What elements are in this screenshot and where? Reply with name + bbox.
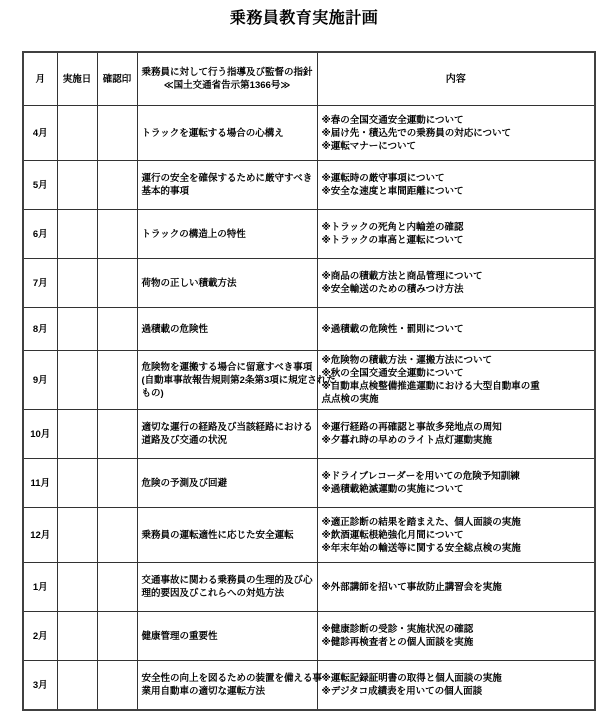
cell-detail bbox=[317, 106, 595, 161]
cell-detail bbox=[317, 508, 595, 563]
cell-detail bbox=[317, 661, 595, 711]
cell-guideline bbox=[137, 106, 317, 161]
table-row bbox=[23, 661, 595, 711]
cell-implementation-date[interactable] bbox=[57, 612, 97, 661]
guideline-line: 過積載の危険性 bbox=[141, 323, 209, 335]
cell-guideline bbox=[137, 661, 323, 711]
detail-line: ※健診再検査者との個人面談を実施 bbox=[321, 637, 474, 648]
guideline-line: 乗務員の運転適性に応じた安全運転 bbox=[141, 529, 294, 541]
detail-line: ※トラックの車高と運転について bbox=[321, 235, 464, 246]
guideline-line: 運行の安全を確保するために厳守すべき bbox=[141, 173, 313, 184]
guideline-line: 荷物の正しい積載方法 bbox=[141, 277, 237, 289]
detail-line: ※飲酒運転根絶強化月間について bbox=[321, 529, 464, 541]
cell-confirmation-stamp[interactable] bbox=[97, 612, 137, 661]
cell-confirmation-stamp[interactable] bbox=[97, 508, 137, 563]
detail-line: ※安全輸送のための積みつけ方法 bbox=[321, 284, 464, 295]
cell-implementation-date[interactable] bbox=[57, 661, 97, 711]
cell-month: 11月 bbox=[23, 459, 57, 508]
detail-line: ※自動車点検整備推進運動における大型自動車の重 bbox=[321, 381, 540, 392]
cell-detail bbox=[317, 563, 595, 612]
guideline-line: 理的要因及びこれらへの対処方法 bbox=[141, 588, 285, 599]
guideline-line: 業用自動車の適切な運転方法 bbox=[141, 686, 266, 697]
document-page bbox=[0, 8, 608, 697]
cell-confirmation-stamp[interactable] bbox=[97, 210, 137, 259]
guideline-line: もの) bbox=[141, 387, 164, 399]
table-row bbox=[23, 106, 595, 161]
detail-line: ※過積載の危険性・罰則について bbox=[321, 323, 464, 335]
cell-guideline bbox=[137, 459, 317, 508]
table-body bbox=[23, 106, 595, 711]
table-row bbox=[23, 161, 595, 210]
column-header-detail: 内容 bbox=[317, 52, 595, 106]
cell-month: 4月 bbox=[23, 106, 57, 161]
cell-confirmation-stamp[interactable] bbox=[97, 661, 137, 711]
cell-implementation-date[interactable] bbox=[57, 410, 97, 459]
table-row bbox=[23, 508, 595, 563]
cell-implementation-date[interactable] bbox=[57, 106, 97, 161]
detail-line: ※デジタコ成績表を用いての個人面談 bbox=[321, 686, 483, 697]
cell-implementation-date[interactable] bbox=[57, 351, 97, 410]
guideline-line: (自動車事故報告規則第2条第3項に規定された bbox=[141, 374, 336, 386]
column-header-implementation-date: 実施日 bbox=[57, 52, 97, 106]
cell-guideline bbox=[137, 210, 317, 259]
cell-confirmation-stamp[interactable] bbox=[97, 563, 137, 612]
cell-implementation-date[interactable] bbox=[57, 308, 97, 351]
table-row bbox=[23, 308, 595, 351]
guideline-line: 基本的事項 bbox=[141, 186, 190, 197]
cell-guideline bbox=[137, 563, 317, 612]
column-header-confirmation-stamp: 確認印 bbox=[97, 52, 137, 106]
table-row bbox=[23, 612, 595, 661]
cell-implementation-date[interactable] bbox=[57, 563, 97, 612]
detail-line: ※商品の積載方法と商品管理について bbox=[321, 271, 483, 282]
cell-guideline bbox=[137, 410, 317, 459]
cell-month: 5月 bbox=[23, 161, 57, 210]
cell-month: 12月 bbox=[23, 508, 57, 563]
cell-detail bbox=[317, 259, 595, 308]
cell-confirmation-stamp[interactable] bbox=[97, 410, 137, 459]
cell-month: 2月 bbox=[23, 612, 57, 661]
detail-line: ※危険物の積載方法・運搬方法について bbox=[321, 355, 493, 366]
cell-guideline bbox=[137, 259, 317, 308]
cell-confirmation-stamp[interactable] bbox=[97, 106, 137, 161]
detail-line: ※春の全国交通安全運動について bbox=[321, 114, 464, 126]
cell-detail bbox=[317, 351, 595, 410]
cell-confirmation-stamp[interactable] bbox=[97, 351, 137, 410]
cell-implementation-date[interactable] bbox=[57, 259, 97, 308]
cell-confirmation-stamp[interactable] bbox=[97, 259, 137, 308]
cell-month: 1月 bbox=[23, 563, 57, 612]
cell-detail bbox=[317, 308, 595, 351]
cell-guideline bbox=[137, 612, 317, 661]
table-row bbox=[23, 259, 595, 308]
detail-line: ※過積載絶滅運動の実施について bbox=[321, 484, 464, 495]
guideline-line: 適切な運行の経路及び当該経路における bbox=[141, 422, 313, 433]
column-header-guideline-line1: 乗務員に対して行う指導及び監督の指針 bbox=[141, 67, 313, 78]
detail-line: ※運行経路の再確認と事故多発地点の周知 bbox=[321, 422, 502, 433]
cell-guideline bbox=[137, 508, 317, 563]
guideline-line: 安全性の向上を図るための装置を備える事 bbox=[141, 673, 323, 684]
table-row bbox=[23, 410, 595, 459]
education-plan-table-wrapper bbox=[22, 51, 594, 711]
detail-line: ※届け先・積込先での乗務員の対応について bbox=[321, 127, 512, 139]
cell-month: 7月 bbox=[23, 259, 57, 308]
cell-detail bbox=[317, 161, 595, 210]
education-plan-table bbox=[22, 51, 596, 711]
table-row bbox=[23, 210, 595, 259]
cell-guideline bbox=[137, 351, 336, 410]
page-title: 乗務員教育実施計画 bbox=[229, 10, 379, 27]
cell-implementation-date[interactable] bbox=[57, 508, 97, 563]
detail-line: ※適正診断の結果を踏まえた、個人面談の実施 bbox=[321, 516, 521, 528]
guideline-line: トラックの構造上の特性 bbox=[141, 228, 246, 240]
detail-line: ※運転マナーについて bbox=[321, 140, 417, 152]
cell-implementation-date[interactable] bbox=[57, 459, 97, 508]
cell-confirmation-stamp[interactable] bbox=[97, 161, 137, 210]
cell-detail bbox=[317, 210, 595, 259]
detail-line: ※外部講師を招いて事故防止講習会を実施 bbox=[321, 581, 502, 593]
detail-line: 点点検の実施 bbox=[321, 394, 379, 405]
detail-line: ※安全な速度と車間距離について bbox=[321, 186, 464, 197]
table-row bbox=[23, 563, 595, 612]
guideline-line: 危険の予測及び回避 bbox=[141, 477, 228, 489]
column-header-month: 月 bbox=[23, 52, 57, 106]
cell-detail bbox=[317, 459, 595, 508]
detail-line: ※運転時の厳守事項について bbox=[321, 173, 445, 184]
guideline-line: 交通事故に関わる乗務員の生理的及び心 bbox=[141, 575, 313, 586]
column-header-guideline-line2: ≪国土交通省告示第1366号≫ bbox=[163, 80, 291, 91]
cell-month: 10月 bbox=[23, 410, 57, 459]
cell-detail bbox=[317, 410, 595, 459]
table-row bbox=[23, 459, 595, 508]
table-row bbox=[23, 351, 595, 410]
cell-guideline bbox=[137, 308, 317, 351]
cell-confirmation-stamp[interactable] bbox=[97, 308, 137, 351]
cell-month: 6月 bbox=[23, 210, 57, 259]
cell-implementation-date[interactable] bbox=[57, 210, 97, 259]
guideline-line: トラックを運転する場合の心構え bbox=[141, 127, 284, 139]
cell-month: 3月 bbox=[23, 661, 57, 711]
table-header-row bbox=[23, 52, 595, 106]
detail-line: ※秋の全国交通安全運動について bbox=[321, 368, 464, 379]
cell-confirmation-stamp[interactable] bbox=[97, 459, 137, 508]
table-header bbox=[23, 52, 595, 106]
cell-month: 8月 bbox=[23, 308, 57, 351]
cell-guideline bbox=[137, 161, 317, 210]
cell-detail bbox=[317, 612, 595, 661]
cell-implementation-date[interactable] bbox=[57, 161, 97, 210]
guideline-line: 道路及び交通の状況 bbox=[141, 435, 228, 446]
cell-month: 9月 bbox=[23, 351, 57, 410]
guideline-line: 危険物を運搬する場合に留意すべき事項 bbox=[141, 361, 313, 373]
detail-line: ※ドライブレコーダーを用いての危険予知訓練 bbox=[321, 471, 520, 482]
guideline-line: 健康管理の重要性 bbox=[141, 630, 218, 642]
detail-line: ※夕暮れ時の早めのライト点灯運動実施 bbox=[321, 435, 492, 446]
detail-line: ※年末年始の輸送等に関する安全総点検の実施 bbox=[321, 542, 521, 554]
detail-line: ※トラックの死角と内輪差の確認 bbox=[321, 222, 464, 233]
column-header-guideline bbox=[137, 52, 317, 106]
detail-line: ※運転記録証明書の取得と個人面談の実施 bbox=[321, 673, 502, 684]
detail-line: ※健康診断の受診・実施状況の確認 bbox=[321, 624, 474, 635]
